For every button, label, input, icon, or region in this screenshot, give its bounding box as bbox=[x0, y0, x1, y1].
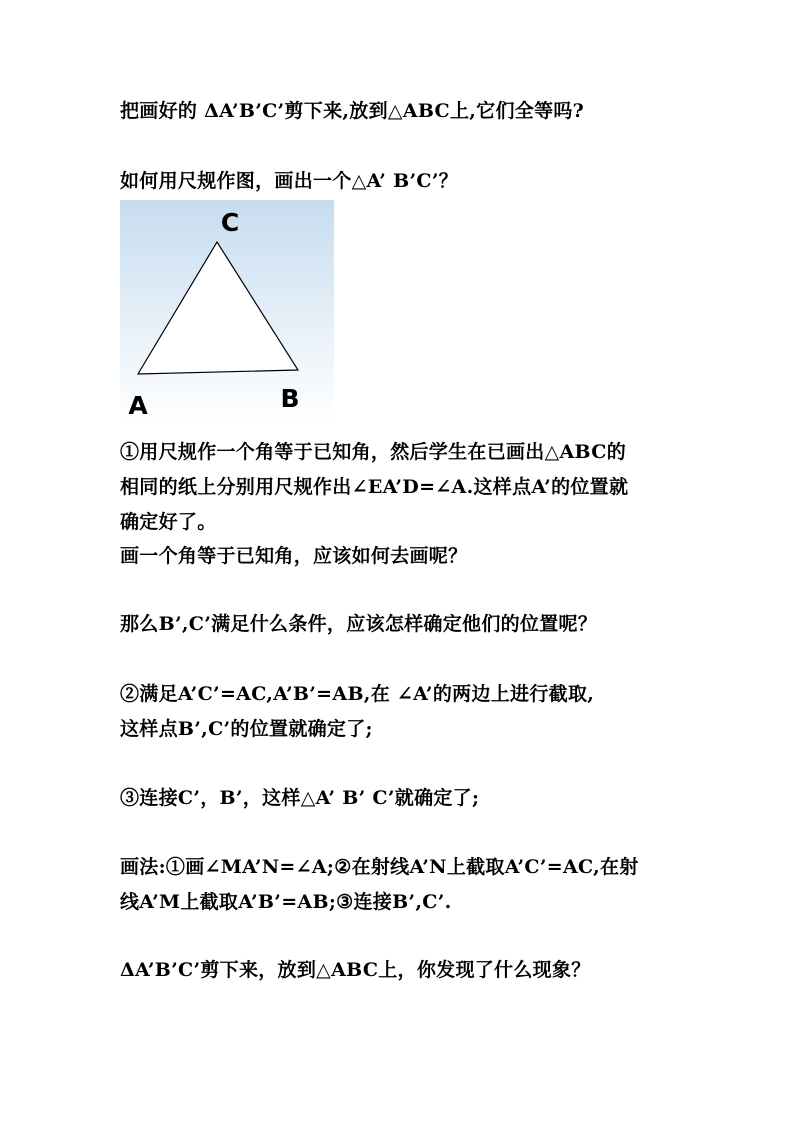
vertex-label-b: B bbox=[280, 384, 300, 413]
text-line-12: 线A’M上截取A’B’=AB;③连接B’,C’. bbox=[120, 891, 452, 913]
vertex-label-c: C bbox=[220, 208, 240, 237]
triangle-svg bbox=[120, 200, 334, 422]
text-line-11: 画法:①画∠MA’N=∠A;②在射线A’N上截取A’C’=AC,在射 bbox=[120, 856, 639, 878]
text-line-3: ①用尺规作一个角等于已知角，然后学生在已画出△ABC的 bbox=[120, 441, 626, 463]
text-line-4: 相同的纸上分别用尺规作出∠EA’D=∠A.这样点A’的位置就 bbox=[120, 476, 629, 498]
text-line-9: 这样点B’,C’的位置就确定了; bbox=[120, 718, 373, 740]
vertex-label-a: A bbox=[128, 391, 148, 420]
text-line-2: 如何用尺规作图，画出一个△A’ B’C’？ bbox=[120, 170, 459, 192]
triangle-figure bbox=[120, 200, 334, 422]
text-line-13: ΔA’B’C’剪下来，放到△ABC上，你发现了什么现象？ bbox=[120, 959, 591, 981]
text-line-6: 画一个角等于已知角，应该如何去画呢？ bbox=[120, 545, 468, 567]
text-line-10: ③连接C’，B’，这样△A’ B’ C’就确定了; bbox=[120, 787, 480, 809]
text-line-8: ②满足A’C’=AC,A’B’=AB,在 ∠A’的两边上进行截取, bbox=[120, 683, 595, 705]
text-line-7: 那么B’,C’满足什么条件，应该怎样确定他们的位置呢？ bbox=[120, 613, 598, 635]
text-line-1: 把画好的 ΔA’B’C’剪下来,放到△ABC上,它们全等吗? bbox=[120, 100, 585, 122]
text-line-5: 确定好了。 bbox=[120, 511, 217, 533]
